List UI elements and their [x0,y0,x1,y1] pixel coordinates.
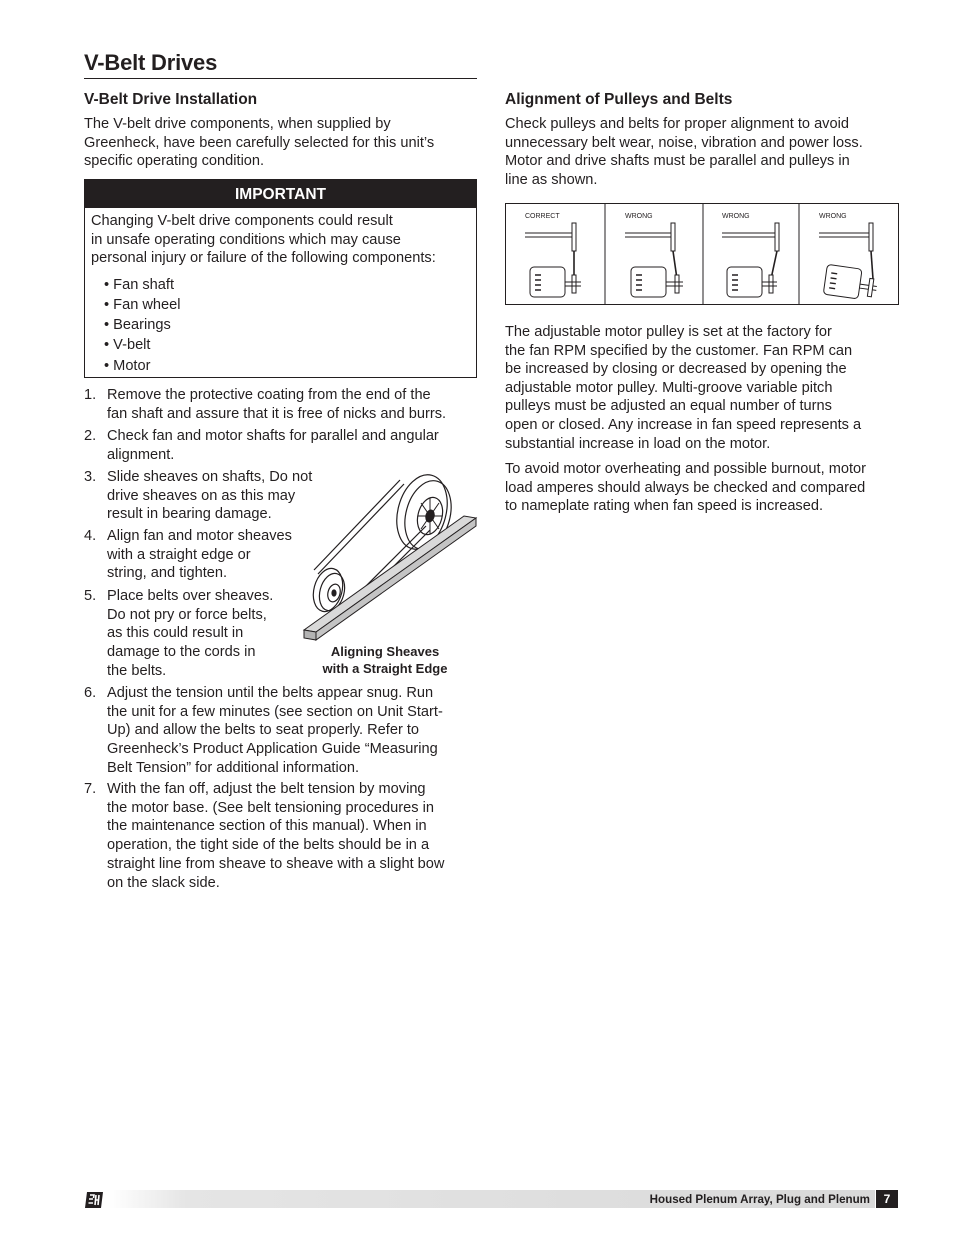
text-line: Remove the protective coating from the end of the [107,387,431,403]
text-line: Slide sheaves on shafts, Do not [107,469,313,485]
text-line: the belts. [107,662,167,679]
text-line: specific operating condition. [84,153,265,170]
step-number: 1. [84,387,97,403]
page-title: V-Belt Drives [84,50,218,75]
important-notice-header: IMPORTANT [85,180,476,208]
panel-label-correct: CORRECT [525,213,560,220]
list-item: • V-belt [104,337,151,354]
text-line: Do not pry or force belts, [107,606,267,623]
caption-line: with a Straight Edge [322,660,448,676]
text-line: operation, the tight side of the belts should be in a [107,837,430,854]
step-number: 2. [84,428,97,444]
page-number: 7 [876,1190,898,1208]
alignment-paragraph [505,115,900,189]
text-line: fan shaft and assure that it is free of nicks and burrs. [107,405,447,422]
text-line: straight line from sheave to sheave with a slight bow [107,855,445,872]
text-line: with a straight edge or [107,546,251,563]
list-item: • Fan wheel [104,296,181,313]
text-line: load amperes should always be checked and compared [505,479,866,496]
title-rule [84,78,477,79]
text-line: damage to the cords in [107,644,256,661]
panel-label-wrong: WRONG [722,213,750,220]
text-line: to nameplate rating when fan speed is increased. [505,498,824,515]
motor-pulley-paragraph [505,323,900,453]
text-line: substantial increase in load on the motor. [505,435,771,452]
text-line: With the fan off, adjust the belt tension by moving [107,781,426,797]
text-line: Check fan and motor shafts for parallel and angular [107,428,439,444]
list-item: • Motor [104,357,151,374]
caption-line: Aligning Sheaves [330,644,440,659]
component-list [91,275,470,376]
panel-label-wrong: WRONG [625,213,653,220]
greenheck-logo-icon [84,1191,104,1209]
text-line: Up) and allow the belts to seat properly. Refer to [107,722,420,739]
text-line: Motor and drive shafts must be parallel and pulleys in [505,153,850,170]
text-line: Align fan and motor sheaves [107,528,292,544]
text-line: on the slack side. [107,874,220,891]
section-heading-vbelt-installation: V-Belt Drive Installation [84,91,258,108]
text-line: unnecessary belt wear, noise, vibration and power loss. [505,134,863,151]
text-line: drive sheaves on as this may [107,487,296,504]
text-line: the unit for a few minutes (see section on Unit Start- [107,703,443,720]
text-line: be increased by closing or decreased by opening the [505,361,847,378]
text-line: alignment. [107,446,175,463]
text-line: Greenheck’s Product Application Guide “Measuring [107,741,438,758]
list-item: • Bearings [104,317,171,334]
text-line: result in bearing damage. [107,506,272,523]
step-number: 7. [84,781,97,797]
important-notice-body [85,208,476,376]
overheating-paragraph [505,460,900,516]
text-line: pulleys must be adjusted an equal number of turns [505,398,832,415]
text-line: Changing V-belt drive components could result [91,213,393,229]
pulley-alignment-diagram [505,203,899,305]
text-line: Check pulleys and belts for proper alignment to avoid [505,116,849,132]
text-line: in unsafe operating conditions which may cause [91,231,401,248]
text-line: The adjustable motor pulley is set at the factory for [505,324,832,340]
step-number: 3. [84,469,97,485]
text-line: personal injury or failure of the following components: [91,250,436,267]
text-line: Belt Tension” for additional information. [107,759,360,776]
text-line: the motor base. (See belt tensioning procedures in [107,799,434,816]
belt-sheave-illustration [300,470,478,642]
step-number: 5. [84,588,97,604]
text-line: the fan RPM specified by the customer. Fan RPM can [505,342,853,359]
text-line: Place belts over sheaves. [107,588,274,604]
text-line: To avoid motor overheating and possible burnout, motor [505,461,867,477]
text-line: Greenheck, have been carefully selected for this unit’s [84,134,435,151]
figure-caption [300,644,470,677]
text-line: as this could result in [107,625,244,642]
text-line: Adjust the tension until the belts appear snug. Run [107,685,434,701]
text-line: The V-belt drive components, when supplied by [84,116,391,132]
intro-paragraph [84,115,479,171]
text-line: open or closed. Any increase in fan speed represents a [505,416,862,433]
important-notice-box [84,179,477,378]
step-number: 4. [84,528,97,544]
text-line: adjustable motor pulley. Multi-groove variable pitch [505,379,833,396]
footer-product-title: Housed Plenum Array, Plug and Plenum [649,1193,870,1206]
step-number: 6. [84,685,97,701]
panel-label-wrong: WRONG [819,213,847,220]
section-heading-alignment: Alignment of Pulleys and Belts [505,91,733,108]
text-line: line as shown. [505,171,598,188]
list-item: • Fan shaft [104,276,175,293]
text-line: string, and tighten. [107,565,228,582]
text-line: the maintenance section of this manual). When in [107,818,427,835]
